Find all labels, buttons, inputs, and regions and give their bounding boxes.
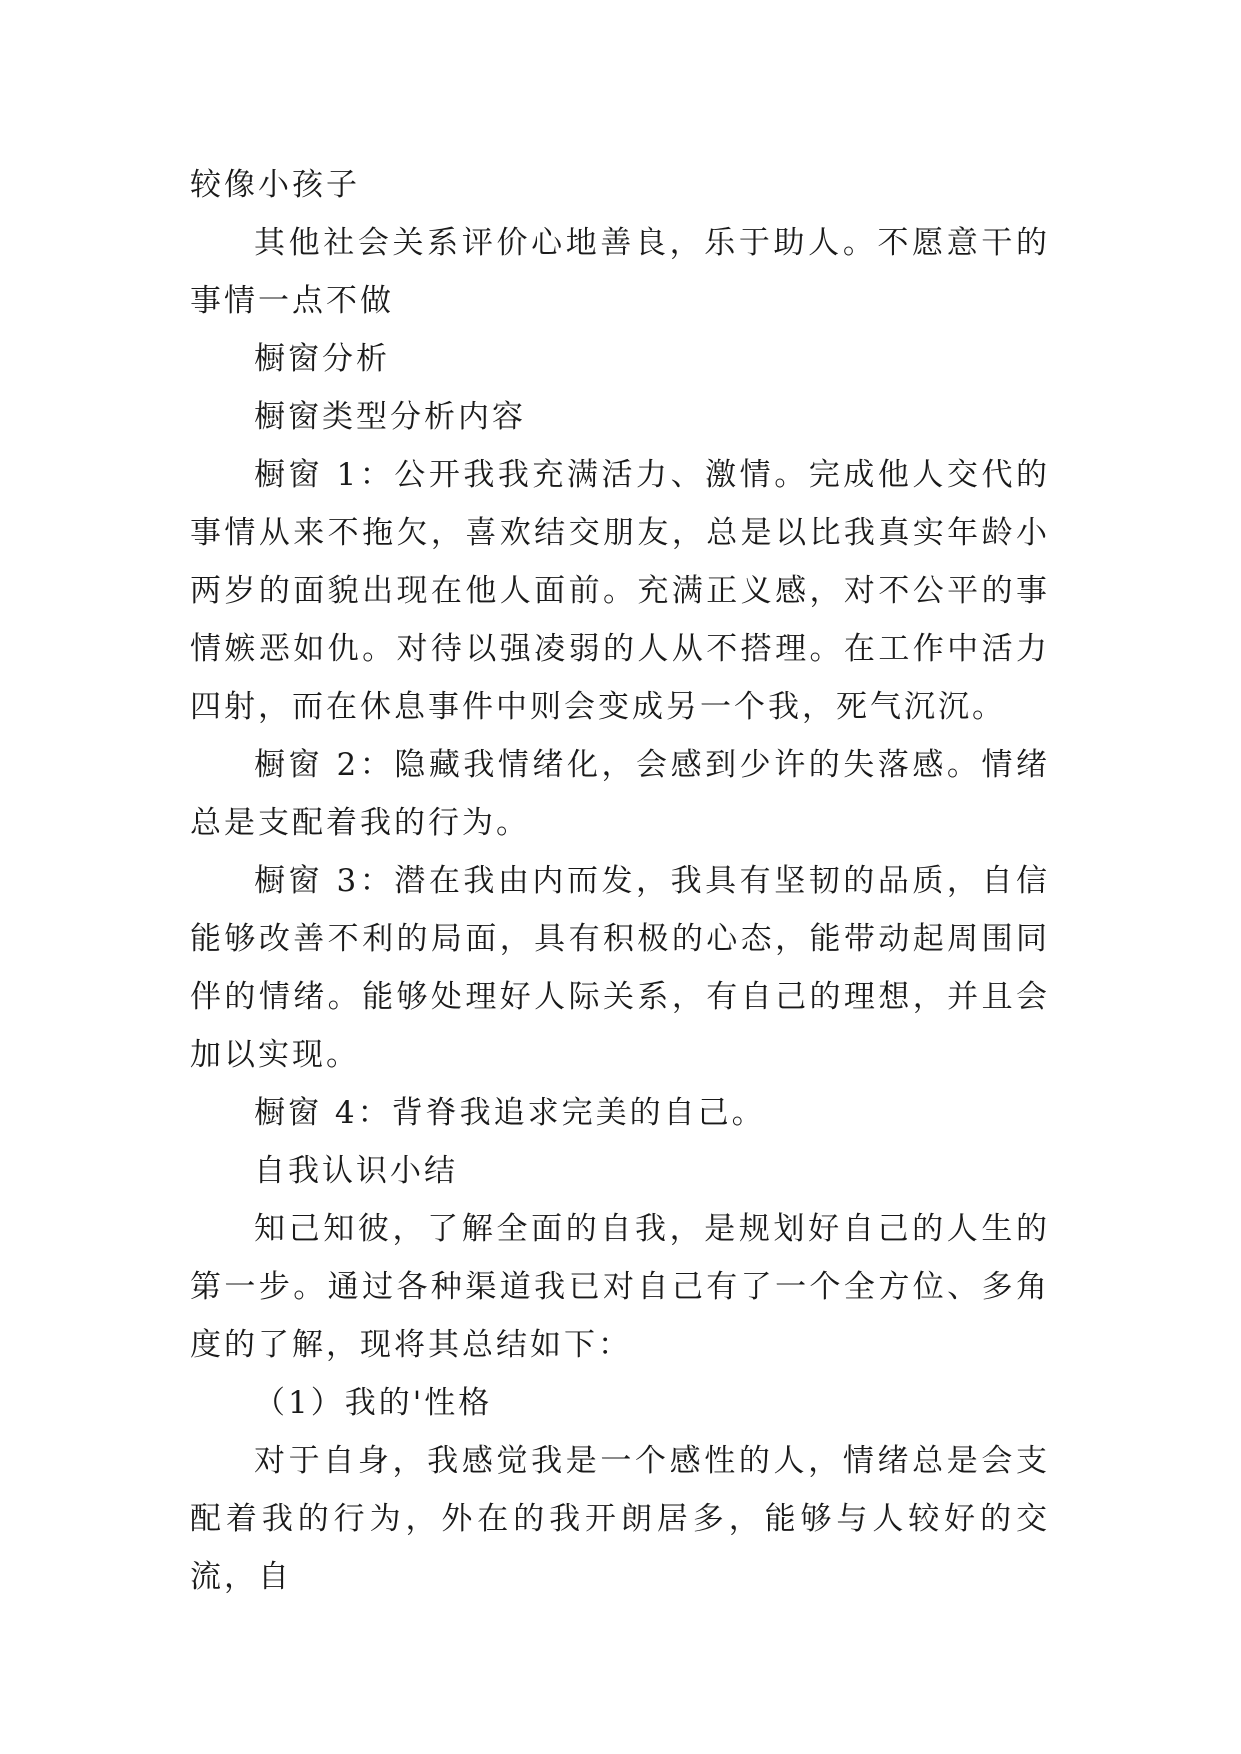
subsection-heading: （1）我的'性格 [254, 1385, 493, 1421]
paragraph: 其他社会关系评价心地善良，乐于助人。不愿意干的事情一点不做 [190, 225, 1050, 319]
paragraph: 对于自身，我感觉我是一个感性的人，情绪总是会支配着我的行为，外在的我开朗居多，能够与人较好的交流，自 [190, 1443, 1050, 1595]
paragraph: 橱窗 2：隐藏我情绪化，会感到少许的失落感。情绪总是支配着我的行为。 [190, 747, 1050, 841]
paragraph: 较像小孩子 [190, 167, 360, 203]
paragraph: 橱窗 3：潜在我由内而发，我具有坚韧的品质，自信能够改善不利的局面，具有积极的心态，能带动起周围同伴的情绪。能够处理好人际关系，有自己的理想，并且会加以实现。 [190, 863, 1050, 1073]
section-heading: 自我认识小结 [254, 1153, 458, 1189]
paragraph: 知己知彼，了解全面的自我，是规划好自己的人生的第一步。通过各种渠道我已对自己有了一个全方位、多角度的了解，现将其总结如下： [190, 1211, 1050, 1363]
body-text [190, 156, 1050, 1606]
table-header-row: 橱窗类型分析内容 [254, 399, 526, 435]
section-heading: 橱窗分析 [254, 341, 390, 377]
paragraph: 橱窗 1：公开我我充满活力、激情。完成他人交代的事情从来不拖欠，喜欢结交朋友，总是以比我真实年龄小两岁的面貌出现在他人面前。充满正义感，对不公平的事情嫉恶如仇。对待以强凌弱的人从不搭理。在工作中活力四射，而在休息事件中则会变成另一个我，死气沉沉。 [190, 457, 1050, 725]
paragraph: 橱窗 4：背脊我追求完美的自己。 [254, 1095, 766, 1131]
